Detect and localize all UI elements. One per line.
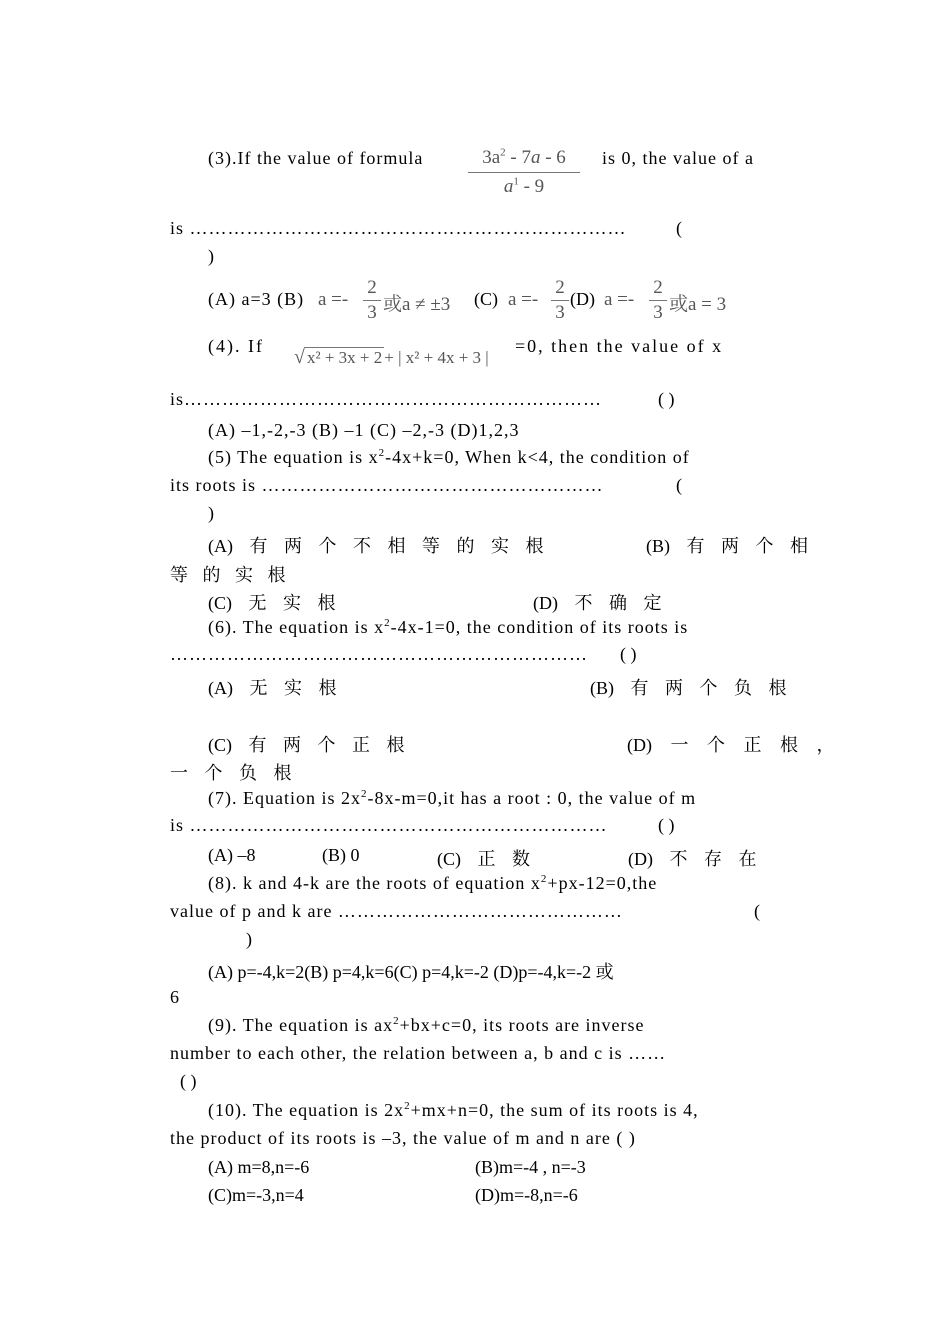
q4-radical: √ x² + 3x + 2 + | x² + 4x + 3 |: [294, 346, 489, 368]
q6-line2: …………………………………………………………: [170, 644, 588, 664]
q5-option-b: (B) 有 两 个 相: [646, 536, 808, 556]
q9-paren: ( ): [180, 1071, 197, 1091]
q3-fraction: $3a^2 - 7a - 6$ $a^1 - 9$: [468, 147, 580, 198]
q5-line1: (5) The equation is $x^2-4x+k=0$, When k<4, the condition of: [208, 447, 690, 467]
q6-line1: (6). The equation is $x^2-4x-1=0$, the condition of its roots is: [208, 617, 689, 637]
q10-option-b: (B)m=-4 , n=-3: [475, 1157, 586, 1177]
q4-paren: ( ): [658, 389, 675, 409]
q4-line2: is…………………………………………………………: [170, 389, 603, 409]
q3-text-after: is 0, the value of a: [602, 148, 754, 168]
q4-text: (4). If: [208, 336, 264, 356]
q3-option-d-math2: 或a = 3: [669, 294, 727, 315]
q3-option-a: (A) a=3 (B): [208, 289, 305, 309]
q5-paren-close: ): [208, 503, 214, 523]
q10-option-d: (D)m=-8,n=-6: [475, 1185, 578, 1205]
q6-option-b: (B) 有 两 个 负 根: [590, 678, 787, 698]
q5-paren-open: (: [676, 475, 682, 495]
q8-options-cont: 6: [170, 987, 179, 1007]
q3-option-b-math1: a =-: [318, 289, 349, 310]
q8-paren-open: (: [754, 901, 760, 921]
q5-option-a: (A) 有 两 个 不 相 等 的 实 根: [208, 536, 544, 556]
q6-option-a: (A) 无 实 根: [208, 678, 337, 698]
q5-option-d: (D) 不 确 定: [533, 593, 662, 613]
q3-option-b-fraction: 2 3: [363, 277, 381, 324]
q10-line1: (10). The equation is $2x^2+mx+n=0$, the sum of its roots is 4,: [208, 1100, 699, 1120]
q3-paren-close: ): [208, 246, 214, 266]
q7-line2: is …………………………………………………………: [170, 815, 608, 835]
q6-option-d: (D) 一 个 正 根 ，: [627, 735, 835, 755]
q8-options: (A) p=-4,k=2(B) p=4,k=6(C) p=4,k=-2 (D)p=-4,k=-2 或: [208, 962, 614, 982]
q3-option-d: (D): [570, 289, 595, 309]
q3-option-c: (C): [474, 289, 498, 309]
q8-line1: (8). k and 4-k are the roots of equation $x^2+px-12=0,the$: [208, 873, 658, 893]
q9-line2: number to each other, the relation between a, b and c is ……: [170, 1043, 667, 1063]
q7-paren: ( ): [658, 815, 675, 835]
q10-option-a: (A) m=8,n=-6: [208, 1157, 310, 1177]
q7-option-a: (A) –8: [208, 845, 256, 865]
q3-option-b-math2: 或a ≠ ±3: [383, 294, 451, 315]
q7-option-b: (B) 0: [322, 845, 360, 865]
q3-option-c-fraction: 2 3: [551, 277, 569, 324]
q8-paren-close: ): [246, 929, 252, 949]
q4-text-after: =0, then the value of x: [515, 336, 724, 356]
q3-option-c-math: a =-: [508, 289, 539, 310]
q10-option-c: (C)m=-3,n=4: [208, 1185, 304, 1205]
q7-option-d: (D) 不 存 在: [628, 849, 757, 869]
q6-paren: ( ): [620, 644, 637, 664]
q7-option-c: (C) 正 数: [437, 849, 530, 869]
q10-line2: the product of its roots is –3, the value of m and n are ( ): [170, 1128, 636, 1148]
q9-line1: (9). The equation is $ax^2+bx+c=0$, its roots are inverse: [208, 1015, 645, 1035]
q5-option-b-cont: 等 的 实 根: [170, 565, 286, 585]
q8-line2: value of p and k are ………………………………………: [170, 901, 623, 921]
q3-paren-open: (: [676, 218, 682, 238]
q5-option-c: (C) 无 实 根: [208, 593, 336, 613]
q3-text: (3).If the value of formula: [208, 148, 424, 168]
q3-option-d-math1: a =-: [604, 289, 635, 310]
q6-option-c: (C) 有 两 个 正 根: [208, 735, 405, 755]
q6-option-d-cont: 一 个 负 根: [170, 763, 292, 783]
q3-option-d-fraction: 2 3: [649, 277, 667, 324]
q4-options: (A) –1,-2,-3 (B) –1 (C) –2,-3 (D)1,2,3: [208, 420, 520, 440]
q7-line1: (7). Equation is $2x^2-8x-m=0,it$ has a root : 0, the value of m: [208, 788, 697, 808]
q5-line2: its roots is ………………………………………………: [170, 475, 604, 495]
q3-line2: is ……………………………………………………………: [170, 218, 627, 238]
